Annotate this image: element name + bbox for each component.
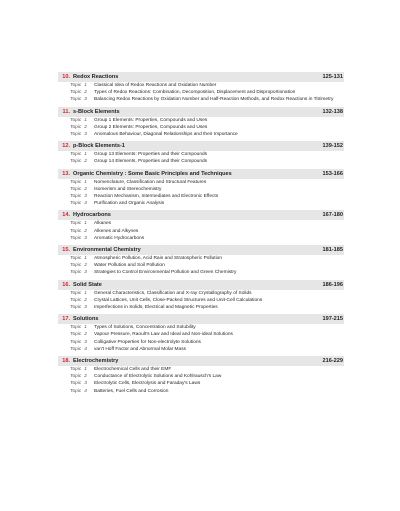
topic-label-word: Topic [70,186,82,192]
topic-label [58,221,94,227]
topic-item [58,152,344,158]
topic-number: 1 [84,325,87,331]
topic-label [58,194,94,200]
topic-item [58,270,344,276]
topic-title: Nomenclature, Classification and Structural Features [94,179,207,185]
topic-number: 4 [84,346,87,352]
chapter-heading [58,210,344,220]
topic-item [58,332,344,338]
chapter-entry [58,72,344,104]
topic-number: 2 [84,297,87,303]
topic-number: 1 [84,83,87,88]
topic-label-word: Topic [70,367,82,373]
topic-title: Purification and Organic Analysis [94,201,165,207]
topic-item [58,221,344,227]
chapter-heading [58,169,344,179]
topic-title: Electrolytic Cells, Electrolysis and Faraday's Laws [94,381,201,387]
topic-label-word: Topic [70,263,82,269]
topic-label [58,125,94,131]
topic-title: Conductance of Electrolytic Solutions and Kohlrausch's Law [94,374,222,380]
topic-title: Reaction Mechanism, Intermediates and Electronic Effects [94,194,219,200]
topic-title: Imperfections in Solids, Electrical and Magnetic Properties [94,305,218,311]
topic-number: 2 [84,90,87,96]
topic-number: 2 [84,186,87,192]
topic-title: Group 1 Elements: Properties, Compounds and Uses [94,117,208,123]
topic-label-word: Topic [70,332,82,338]
topic-number: 2 [84,332,87,338]
topic-item [58,374,344,380]
chapter-entry [58,169,344,208]
chapter-heading [58,314,344,324]
topic-label [58,270,94,276]
topic-label [58,83,94,89]
topic-number: 3 [84,339,87,345]
topic-label [58,256,94,262]
topic-title: Vapour Pressure, Raoult's Law and Ideal and Non-ideal Solutions [94,332,233,338]
topic-number: 1 [84,179,87,185]
topic-title: Batteries, Fuel Cells and Corrosion [94,388,169,394]
chapter-number: 12. [62,143,70,150]
topic-item [58,125,344,131]
chapter-title: s-Block Elements [73,108,120,115]
chapter-number: 13. [62,170,70,177]
topic-number: 2 [84,124,87,130]
topic-number: 2 [84,159,87,165]
topic-item [58,298,344,304]
topic-label-word: Topic [70,235,82,241]
chapter-entry [58,210,344,242]
topic-label-word: Topic [70,339,82,345]
topic-item [58,83,344,89]
topic-label [58,340,94,346]
topic-label-word: Topic [70,201,82,207]
chapter-number: 17. [62,316,70,323]
topic-label-word: Topic [70,159,82,165]
topic-label [58,381,94,387]
topic-label [58,132,94,138]
topic-title: Anomalous Behaviour, Diagonal Relationships and their Importance [94,132,238,138]
topic-label-word: Topic [70,117,82,123]
topic-label [58,374,94,380]
chapter-heading [58,280,344,290]
topic-label-word: Topic [70,83,82,88]
topic-label [58,118,94,124]
topic-title: Crystal Lattices, Unit Cells, Close-Packed Structures and Unit-Cell Calculations [94,297,263,303]
topic-number: 1 [84,221,87,227]
topic-label-word: Topic [70,132,82,138]
topic-number: 4 [84,201,87,207]
topic-label-word: Topic [70,346,82,352]
topic-title: Colligative Properties for Non-electrolyte Solutions [94,339,201,345]
chapter-heading [58,245,344,255]
chapter-title: p-Block Elements-1 [73,143,125,150]
topic-title: Alkenes and Alkynes [94,228,139,234]
chapter-pages: 132-138 [322,108,343,115]
topic-item [58,381,344,387]
topic-label [58,305,94,311]
topic-number: 3 [84,270,87,276]
topic-number: 1 [84,256,87,262]
chapter-heading [58,141,344,151]
chapter-pages: 167-180 [322,212,343,219]
topic-label-word: Topic [70,221,82,227]
topic-label [58,180,94,186]
chapter-heading [58,72,344,82]
chapter-number: 16. [62,281,70,288]
topic-title: Electrochemical Cells and their EMF [94,367,172,373]
topic-label [58,159,94,165]
topic-item [58,340,344,346]
chapter-number: 15. [62,247,70,254]
topic-item [58,97,344,103]
chapter-entry [58,245,344,277]
topic-number: 3 [84,97,87,103]
topic-label [58,152,94,158]
chapter-title: Electrochemistry [73,358,119,365]
chapter-pages: 181-185 [322,247,343,254]
topic-title: Strategies to Control Environmental Pollution and Green Chemistry [94,270,237,276]
topic-label-word: Topic [70,305,82,311]
topic-item [58,325,344,331]
topic-label [58,389,94,395]
chapter-number: 18. [62,358,70,365]
topic-title: Alkanes [94,221,112,227]
topic-number: 2 [84,228,87,234]
topic-label [58,236,94,242]
topic-number: 4 [84,388,87,394]
topic-number: 2 [84,263,87,269]
topic-label-word: Topic [70,270,82,276]
topic-label-word: Topic [70,256,82,262]
topic-label-word: Topic [70,228,82,234]
topic-item [58,389,344,395]
topic-label [58,90,94,96]
topic-item [58,256,344,262]
chapter-pages: 216-229 [322,358,343,365]
topic-number: 1 [84,117,87,123]
topic-number: 1 [84,152,87,158]
chapter-heading [58,107,344,117]
chapter-title: Solid State [73,281,102,288]
topic-title: Atmospheric Pollution, Acid Rain and Stratospheric Pollution [94,256,222,262]
table-of-contents [58,72,344,398]
topic-label [58,347,94,353]
topic-label [58,97,94,103]
topic-item [58,132,344,138]
chapter-entry [58,314,344,353]
topic-number: 3 [84,381,87,387]
topic-title: Group 13 Elements: Properties and their Compounds [94,152,208,158]
chapter-number: 10. [62,74,70,80]
topic-label [58,201,94,207]
topic-label [58,187,94,193]
topic-number: 3 [84,194,87,200]
chapter-pages: 153-166 [322,170,343,177]
topic-label-word: Topic [70,124,82,130]
chapter-pages: 125-131 [322,74,343,80]
topic-label-word: Topic [70,152,82,158]
topic-item [58,236,344,242]
topic-title: Isomerism and Stereochemistry [94,186,162,192]
chapter-title: Redox Reactions [73,74,119,80]
topic-label-word: Topic [70,97,82,103]
topic-title: Balancing Redox Reactions by Oxidation Number and Half-Reaction Methods, and Redox Reactions in Titrimetry [94,97,334,103]
topic-item [58,187,344,193]
topic-label [58,298,94,304]
topic-label [58,325,94,331]
topic-item [58,305,344,311]
chapter-heading [58,356,344,366]
chapter-title: Hydrocarbons [73,212,111,219]
topic-number: 2 [84,374,87,380]
topic-item [58,118,344,124]
chapter-pages: 197-215 [322,316,343,323]
topic-title: Aromatic Hydrocarbons [94,235,145,241]
chapter-title: Organic Chemistry : Some Basic Principles and Techniques [73,170,232,177]
topic-item [58,263,344,269]
chapter-entry [58,356,344,395]
chapter-pages: 186-196 [322,281,343,288]
topic-item [58,201,344,207]
chapter-number: 14. [62,212,70,219]
topic-item [58,347,344,353]
topic-number: 1 [84,367,87,373]
topic-number: 3 [84,235,87,241]
topic-item [58,90,344,96]
topic-label [58,229,94,235]
topic-title: Group 14 Elements, Properties and their Compounds [94,159,208,165]
topic-label-word: Topic [70,179,82,185]
topic-title: General Characteristics, Classification and X-ray Crystallography of Solids [94,290,252,296]
topic-number: 3 [84,305,87,311]
topic-label-word: Topic [70,297,82,303]
topic-label [58,332,94,338]
topic-label-word: Topic [70,325,82,331]
topic-label-word: Topic [70,90,82,96]
chapter-entry [58,280,344,312]
chapter-pages: 139-152 [322,143,343,150]
topic-item [58,159,344,165]
topic-item [58,194,344,200]
topic-label-word: Topic [70,290,82,296]
chapter-entry [58,141,344,165]
topic-label [58,263,94,269]
topic-label-word: Topic [70,194,82,200]
topic-label [58,291,94,297]
topic-number: 3 [84,132,87,138]
topic-item [58,291,344,297]
topic-label-word: Topic [70,374,82,380]
chapter-title: Solutions [73,316,99,323]
topic-title: Types of Redox Reactions: Combination, Decomposition, Displacement and Disproportionation [94,90,296,96]
topic-label [58,367,94,373]
chapter-number: 11. [62,108,70,115]
topic-title: Classical Idea of Redox Reactions and Oxidation Number [94,83,217,88]
topic-number: 1 [84,290,87,296]
topic-item [58,367,344,373]
topic-item [58,229,344,235]
topic-title: Water Pollution and Soil Pollution [94,263,165,269]
chapter-entry [58,107,344,139]
topic-title: Types of Solutions, Concentration and Solubility [94,325,196,331]
topic-label-word: Topic [70,388,82,394]
topic-item [58,180,344,186]
chapter-title: Environmental Chemistry [73,247,141,254]
topic-label-word: Topic [70,381,82,387]
topic-title: van't Hoff Factor and Abnormal Molar Mass [94,346,187,352]
topic-title: Group 2 Elements: Properties, Compounds and Uses [94,124,208,130]
